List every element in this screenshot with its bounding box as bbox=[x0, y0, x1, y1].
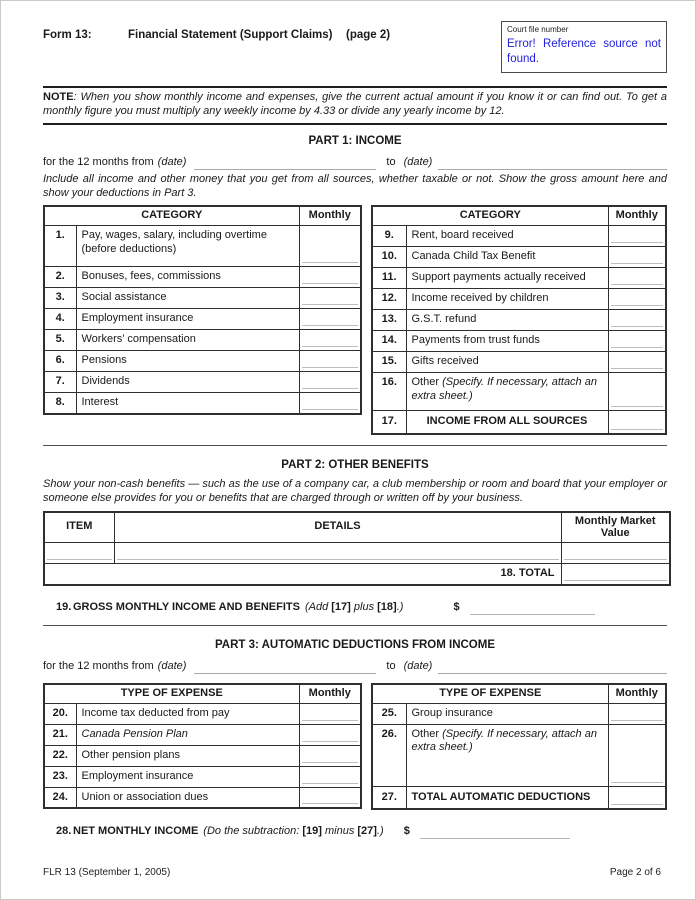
row-label: Group insurance bbox=[406, 703, 608, 724]
fill-line[interactable] bbox=[302, 367, 359, 368]
row-number: 25. bbox=[372, 703, 406, 724]
date-hint: (date) bbox=[403, 660, 433, 673]
monthly-amount-cell[interactable] bbox=[608, 226, 666, 247]
formula-ref-27: [27] bbox=[357, 825, 377, 838]
table-row bbox=[44, 372, 361, 393]
deductions-table-right bbox=[371, 683, 667, 810]
row-number: 22. bbox=[44, 745, 76, 766]
row-number: 16. bbox=[372, 373, 406, 411]
formula-ref-17: [17] bbox=[331, 600, 351, 613]
line-number: 19. bbox=[56, 600, 72, 613]
row-label: Union or association dues bbox=[76, 787, 299, 808]
value-cell[interactable] bbox=[561, 543, 670, 564]
table-row bbox=[372, 226, 666, 247]
row-label: Pay, wages, salary, including overtime (before deductions) bbox=[76, 226, 299, 267]
fill-line[interactable] bbox=[302, 762, 359, 763]
table-header-row bbox=[44, 684, 361, 703]
fill-line[interactable] bbox=[302, 783, 359, 784]
table-row bbox=[372, 310, 666, 331]
row-label: Employment insurance bbox=[76, 309, 299, 330]
form-number-label: Form 13: bbox=[43, 29, 92, 41]
type-of-expense-header: TYPE OF EXPENSE bbox=[44, 684, 299, 703]
formula-close: .) bbox=[396, 600, 404, 613]
table-row bbox=[372, 331, 666, 352]
row-label: Income tax deducted from pay bbox=[76, 703, 299, 724]
part3-date-row bbox=[43, 658, 667, 674]
monthly-amount-cell[interactable] bbox=[608, 724, 666, 786]
item-cell[interactable] bbox=[44, 543, 114, 564]
formula-open: (Do the subtraction: bbox=[203, 825, 300, 838]
row-label: Bonuses, fees, commissions bbox=[76, 267, 299, 288]
row-number: 13. bbox=[372, 310, 406, 331]
row-number: 20. bbox=[44, 703, 76, 724]
row-label bbox=[406, 373, 608, 411]
date-hint: (date) bbox=[403, 156, 433, 169]
monthly-amount-cell[interactable] bbox=[608, 289, 666, 310]
fill-line[interactable] bbox=[47, 559, 112, 560]
row-label: Other pension plans bbox=[76, 745, 299, 766]
row-number: 26. bbox=[372, 724, 406, 786]
page-header bbox=[43, 1, 667, 86]
table-header-row bbox=[372, 684, 666, 703]
row-number: 17. bbox=[372, 411, 406, 434]
row-label: Rent, board received bbox=[406, 226, 608, 247]
formula-open: (Add bbox=[304, 600, 329, 613]
table-row bbox=[44, 745, 361, 766]
table-row bbox=[372, 268, 666, 289]
fill-line[interactable] bbox=[611, 305, 664, 306]
court-file-number-label: Court file number bbox=[507, 25, 569, 34]
table-row bbox=[372, 703, 666, 724]
note-text: : When you show monthly income and expenses, give the current actual amount if you know it or can find out. To get a monthly figure you must multiply any weekly income by 4.33 or divide any yearly income by 12. bbox=[43, 91, 667, 117]
monthly-amount-cell[interactable] bbox=[299, 226, 361, 267]
monthly-amount-cell[interactable] bbox=[299, 267, 361, 288]
row-number: 2. bbox=[44, 267, 76, 288]
row-label: Payments from trust funds bbox=[406, 331, 608, 352]
dollar-sign: $ bbox=[403, 825, 410, 838]
gross-monthly-income-line bbox=[43, 599, 667, 615]
monthly-amount-cell[interactable] bbox=[299, 766, 361, 787]
fill-line[interactable] bbox=[611, 347, 664, 348]
deductions-total-label: TOTAL AUTOMATIC DEDUCTIONS bbox=[406, 786, 608, 809]
row-number: 10. bbox=[372, 247, 406, 268]
part1-heading: PART 1: INCOME bbox=[308, 134, 402, 147]
table-row bbox=[44, 267, 361, 288]
row-label: Pensions bbox=[76, 351, 299, 372]
monthly-amount-cell[interactable] bbox=[299, 288, 361, 309]
benefits-entry-row bbox=[44, 543, 670, 564]
table-header-row bbox=[372, 206, 666, 225]
fill-line[interactable] bbox=[564, 559, 668, 560]
total-row bbox=[372, 786, 666, 809]
monthly-amount-cell[interactable] bbox=[608, 247, 666, 268]
fill-line[interactable] bbox=[611, 326, 664, 327]
part2-heading: PART 2: OTHER BENEFITS bbox=[281, 458, 429, 471]
section-divider bbox=[43, 625, 667, 626]
monthly-market-value-header: Monthly Market Value bbox=[561, 512, 670, 543]
fill-line[interactable] bbox=[117, 559, 559, 560]
income-total-label: INCOME FROM ALL SOURCES bbox=[406, 411, 608, 434]
fill-line[interactable] bbox=[302, 720, 359, 721]
row-label bbox=[406, 724, 608, 786]
row-label: Canada Child Tax Benefit bbox=[406, 247, 608, 268]
fill-line[interactable] bbox=[302, 325, 359, 326]
table-row bbox=[372, 352, 666, 373]
table-row bbox=[44, 351, 361, 372]
formula-text bbox=[305, 601, 403, 615]
formula-ref-18: [18] bbox=[377, 600, 397, 613]
table-header-row bbox=[44, 512, 670, 543]
note-banner bbox=[43, 86, 667, 125]
monthly-amount-cell[interactable] bbox=[608, 268, 666, 289]
details-header: DETAILS bbox=[114, 512, 561, 543]
footer-form-version: FLR 13 (September 1, 2005) bbox=[43, 866, 171, 878]
row-label-note: (Specify. If necessary, attach an extra sheet.) bbox=[411, 376, 597, 402]
formula-text bbox=[203, 825, 383, 839]
amount-input-line[interactable] bbox=[470, 602, 595, 615]
row-number: 14. bbox=[372, 331, 406, 352]
total-row bbox=[44, 564, 670, 585]
formula-ref-19: [19] bbox=[302, 825, 322, 838]
table-row bbox=[44, 393, 361, 414]
date-range-to: to bbox=[386, 156, 396, 169]
row-number: 24. bbox=[44, 787, 76, 808]
row-number: 6. bbox=[44, 351, 76, 372]
fill-line[interactable] bbox=[611, 429, 664, 430]
table-row bbox=[372, 289, 666, 310]
fill-line[interactable] bbox=[564, 580, 668, 581]
part1-tables bbox=[43, 205, 667, 434]
table-header-row bbox=[44, 206, 361, 225]
row-label: G.S.T. refund bbox=[406, 310, 608, 331]
date-from-input-line[interactable] bbox=[194, 661, 376, 674]
details-cell[interactable] bbox=[114, 543, 561, 564]
table-row bbox=[44, 724, 361, 745]
fill-line[interactable] bbox=[302, 409, 359, 410]
row-label: Employment insurance bbox=[76, 766, 299, 787]
row-label-note: (Specify. If necessary, attach an extra sheet.) bbox=[411, 727, 597, 754]
monthly-amount-cell[interactable] bbox=[299, 745, 361, 766]
row-number: 5. bbox=[44, 330, 76, 351]
benefits-table bbox=[43, 511, 671, 586]
section-divider bbox=[43, 445, 667, 446]
part3-heading: PART 3: AUTOMATIC DEDUCTIONS FROM INCOME bbox=[214, 638, 496, 651]
item-header: ITEM bbox=[44, 512, 114, 543]
table-row bbox=[44, 288, 361, 309]
table-row bbox=[44, 309, 361, 330]
formula-operator: plus bbox=[353, 600, 375, 613]
fill-line[interactable] bbox=[611, 242, 664, 243]
total-value-cell[interactable] bbox=[561, 564, 670, 585]
formula-close: .) bbox=[376, 825, 384, 838]
court-file-number-error-text: Error! Reference source not found. bbox=[507, 38, 661, 65]
monthly-amount-cell[interactable] bbox=[608, 786, 666, 809]
row-label-text: Other bbox=[411, 376, 440, 389]
row-number: 12. bbox=[372, 289, 406, 310]
monthly-header: Monthly bbox=[608, 206, 666, 225]
fill-line[interactable] bbox=[302, 283, 359, 284]
date-range-prefix: for the 12 months from bbox=[43, 156, 154, 169]
monthly-amount-cell[interactable] bbox=[299, 351, 361, 372]
fill-line[interactable] bbox=[302, 741, 359, 742]
table-row bbox=[44, 226, 361, 267]
monthly-amount-cell[interactable] bbox=[299, 724, 361, 745]
monthly-header: Monthly bbox=[608, 684, 666, 703]
row-label-text: Other bbox=[411, 727, 440, 740]
part2-instructions: Show your non-cash benefits — such as the use of a company car, a club membership or room and board that your employer or someone else provides for you or benefits that are charged through or written off by your business. bbox=[43, 478, 667, 504]
deductions-table-left bbox=[43, 683, 362, 809]
row-label-text: Canada Pension Plan bbox=[81, 727, 188, 740]
table-row bbox=[44, 703, 361, 724]
monthly-header: Monthly bbox=[299, 206, 361, 225]
monthly-amount-cell[interactable] bbox=[299, 393, 361, 414]
fill-line[interactable] bbox=[302, 388, 359, 389]
fill-line[interactable] bbox=[302, 803, 359, 804]
row-number: 8. bbox=[44, 393, 76, 414]
row-number: 11. bbox=[372, 268, 406, 289]
benefits-total-label: 18. TOTAL bbox=[44, 564, 561, 585]
monthly-amount-cell[interactable] bbox=[608, 310, 666, 331]
formula-operator: minus bbox=[324, 825, 355, 838]
income-table-left bbox=[43, 205, 362, 414]
monthly-amount-cell[interactable] bbox=[608, 373, 666, 411]
monthly-amount-cell[interactable] bbox=[299, 703, 361, 724]
row-number: 4. bbox=[44, 309, 76, 330]
row-number: 21. bbox=[44, 724, 76, 745]
fill-line[interactable] bbox=[611, 368, 664, 369]
fill-line[interactable] bbox=[611, 284, 664, 285]
monthly-amount-cell[interactable] bbox=[608, 352, 666, 373]
row-number: 3. bbox=[44, 288, 76, 309]
date-from-input-line[interactable] bbox=[194, 157, 376, 170]
date-to-input-line[interactable] bbox=[438, 157, 667, 170]
row-number: 1. bbox=[44, 226, 76, 267]
row-label: Support payments actually received bbox=[406, 268, 608, 289]
income-table-right bbox=[371, 205, 667, 434]
table-row bbox=[372, 373, 666, 411]
note-label: NOTE bbox=[43, 91, 74, 103]
dollar-sign: $ bbox=[453, 600, 460, 613]
table-row bbox=[44, 787, 361, 808]
row-label: Dividends bbox=[76, 372, 299, 393]
row-number: 15. bbox=[372, 352, 406, 373]
category-header: CATEGORY bbox=[44, 206, 299, 225]
net-monthly-income-line bbox=[43, 823, 667, 839]
amount-input-line[interactable] bbox=[420, 826, 570, 839]
row-label: Social assistance bbox=[76, 288, 299, 309]
fill-line[interactable] bbox=[611, 720, 664, 721]
monthly-amount-cell[interactable] bbox=[299, 309, 361, 330]
page-footer bbox=[43, 867, 661, 880]
row-label bbox=[76, 724, 299, 745]
form-page-label: (page 2) bbox=[346, 29, 391, 41]
line-number: 28. bbox=[56, 825, 72, 838]
monthly-amount-cell[interactable] bbox=[299, 787, 361, 808]
date-range-prefix: for the 12 months from bbox=[43, 660, 154, 673]
footer-page-number: Page 2 of 6 bbox=[609, 866, 661, 878]
monthly-amount-cell[interactable] bbox=[299, 372, 361, 393]
fill-line[interactable] bbox=[302, 262, 359, 263]
monthly-amount-cell[interactable] bbox=[608, 411, 666, 434]
row-label: Income received by children bbox=[406, 289, 608, 310]
part1-date-row bbox=[43, 154, 667, 170]
date-hint: (date) bbox=[157, 156, 187, 169]
part1-instructions: Include all income and other money that you get from all sources, whether taxable or not. Show the gross amount here and show your deductions in Part 3. bbox=[43, 172, 667, 199]
row-label: Workers’ compensation bbox=[76, 330, 299, 351]
fill-line[interactable] bbox=[611, 406, 664, 407]
fill-line[interactable] bbox=[302, 304, 359, 305]
monthly-header: Monthly bbox=[299, 684, 361, 703]
table-row bbox=[372, 724, 666, 786]
row-number: 7. bbox=[44, 372, 76, 393]
monthly-amount-cell[interactable] bbox=[608, 331, 666, 352]
row-label: Interest bbox=[76, 393, 299, 414]
type-of-expense-header: TYPE OF EXPENSE bbox=[372, 684, 608, 703]
table-row bbox=[372, 247, 666, 268]
row-number: 9. bbox=[372, 226, 406, 247]
row-number: 27. bbox=[372, 786, 406, 809]
monthly-amount-cell[interactable] bbox=[608, 703, 666, 724]
row-number: 23. bbox=[44, 766, 76, 787]
net-monthly-income-label: NET MONTHLY INCOME bbox=[73, 825, 199, 838]
gross-monthly-income-label: GROSS MONTHLY INCOME AND BENEFITS bbox=[73, 600, 300, 613]
fill-line[interactable] bbox=[611, 804, 664, 805]
date-to-input-line[interactable] bbox=[438, 661, 667, 674]
total-row bbox=[372, 411, 666, 434]
court-file-number-box[interactable] bbox=[501, 21, 667, 73]
date-hint: (date) bbox=[157, 660, 187, 673]
fill-line[interactable] bbox=[611, 782, 664, 783]
fill-line[interactable] bbox=[611, 263, 664, 264]
monthly-amount-cell[interactable] bbox=[299, 330, 361, 351]
form-title: Financial Statement (Support Claims) bbox=[128, 29, 333, 41]
part3-tables bbox=[43, 683, 667, 810]
date-range-to: to bbox=[386, 660, 396, 673]
table-row bbox=[44, 766, 361, 787]
table-row bbox=[44, 330, 361, 351]
category-header: CATEGORY bbox=[372, 206, 608, 225]
fill-line[interactable] bbox=[302, 346, 359, 347]
row-label: Gifts received bbox=[406, 352, 608, 373]
